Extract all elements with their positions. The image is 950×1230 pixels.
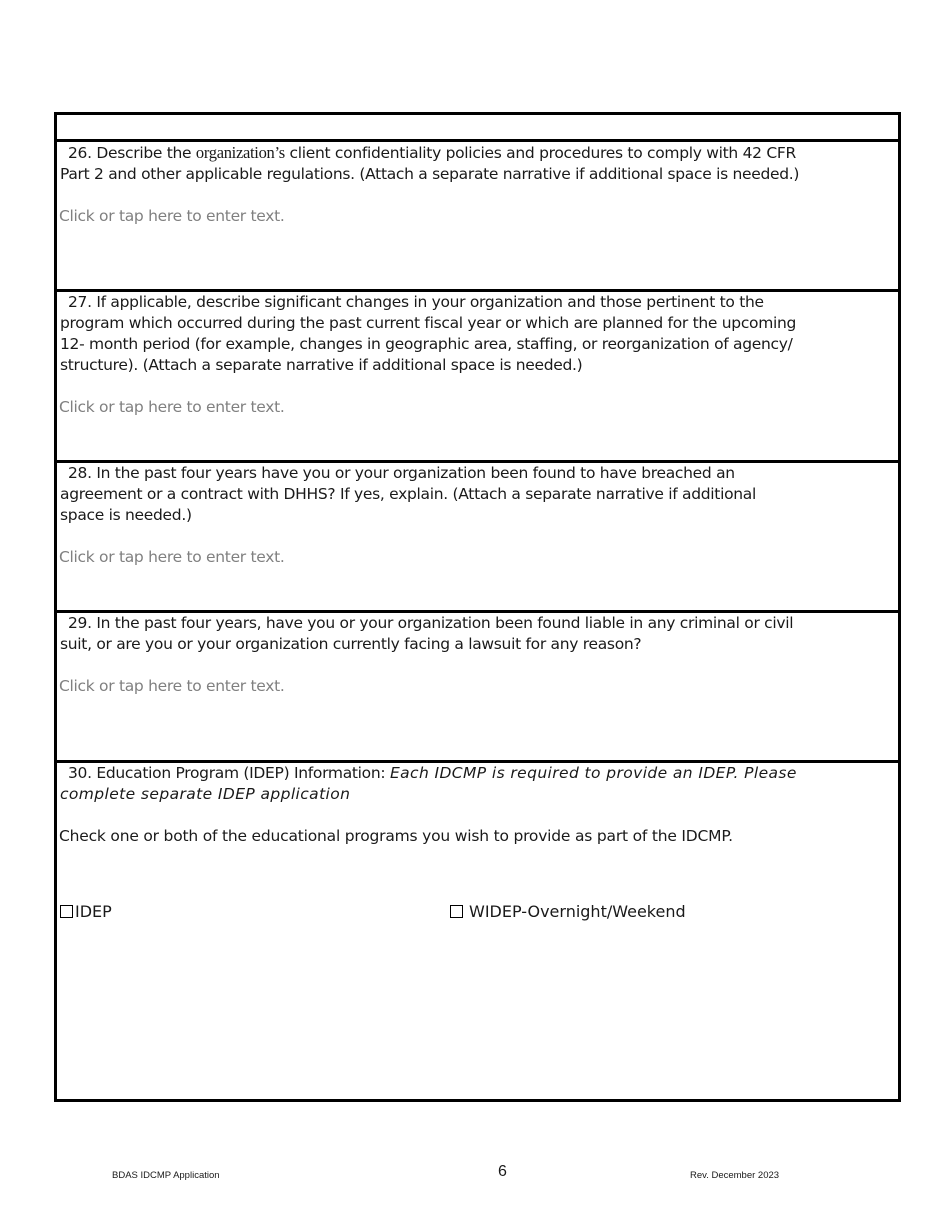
question-28-row bbox=[57, 460, 898, 610]
question-29-answer-field[interactable]: Click or tap here to enter text. bbox=[59, 677, 285, 695]
widep-checkbox-label: WIDEP-Overnight/Weekend bbox=[469, 902, 686, 921]
question-30-text-italic: Each IDCMP is required to provide an IDEP. Please complete separate IDEP application bbox=[60, 764, 797, 803]
question-26-text-part3: client confidentiality policies and procedures to comply with 42 CFR Part 2 and other applicable regulations. (Attach a separate narrative if additional space is needed.) bbox=[60, 144, 800, 183]
question-26-answer-field[interactable]: Click or tap here to enter text. bbox=[59, 207, 285, 225]
question-29-text-content: 29. In the past four years, have you or your organization been found liable in any criminal or civil suit, or are you or your organization currently facing a lawsuit for any reason? bbox=[60, 614, 794, 653]
question-29-row bbox=[57, 610, 898, 760]
question-28-text-content: 28. In the past four years have you or your organization been found to have breached an agreement or a contract with DHHS? If yes, explain. (Attach a separate narrative if additional space is needed.) bbox=[60, 464, 756, 524]
footer-form-name: BDAS IDCMP Application bbox=[112, 1170, 220, 1181]
question-26-text-part1: 26. Describe the bbox=[68, 144, 196, 162]
question-30-row bbox=[57, 760, 898, 1093]
question-26-text-part2: organization’s bbox=[195, 143, 285, 162]
question-27-row bbox=[57, 289, 898, 460]
widep-checkbox-option[interactable] bbox=[450, 902, 686, 921]
idep-checkbox-label: IDEP bbox=[75, 902, 112, 921]
question-28-text bbox=[57, 463, 800, 526]
question-30-text-normal: 30. Education Program (IDEP) Information: bbox=[68, 764, 390, 782]
page-number: 6 bbox=[498, 1163, 507, 1180]
form-table bbox=[54, 112, 901, 1102]
program-checkbox-group bbox=[60, 902, 898, 926]
question-27-answer-field[interactable]: Click or tap here to enter text. bbox=[59, 398, 285, 416]
footer-revision-date: Rev. December 2023 bbox=[690, 1170, 780, 1181]
question-26-row bbox=[57, 139, 898, 289]
question-27-text-content: 27. If applicable, describe significant changes in your organization and those pertinent to the program which occurred during the past current fiscal year or which are planned for the upcoming 12- month period (for example, changes in geographic area, staffing, or reorganization of agency/ structure). (Attach a separate narrative if additional space is needed.) bbox=[60, 293, 797, 374]
question-30-instruction: Check one or both of the educational programs you wish to provide as part of the IDCMP. bbox=[59, 827, 733, 845]
question-30-text bbox=[57, 763, 840, 805]
idep-checkbox-option[interactable] bbox=[60, 902, 112, 921]
idep-checkbox[interactable] bbox=[60, 905, 73, 918]
question-28-answer-field[interactable]: Click or tap here to enter text. bbox=[59, 548, 285, 566]
header-blank-row bbox=[57, 115, 898, 139]
question-29-text bbox=[57, 613, 810, 655]
question-27-text bbox=[57, 292, 800, 376]
widep-checkbox[interactable] bbox=[450, 905, 463, 918]
question-26-text bbox=[57, 142, 800, 185]
